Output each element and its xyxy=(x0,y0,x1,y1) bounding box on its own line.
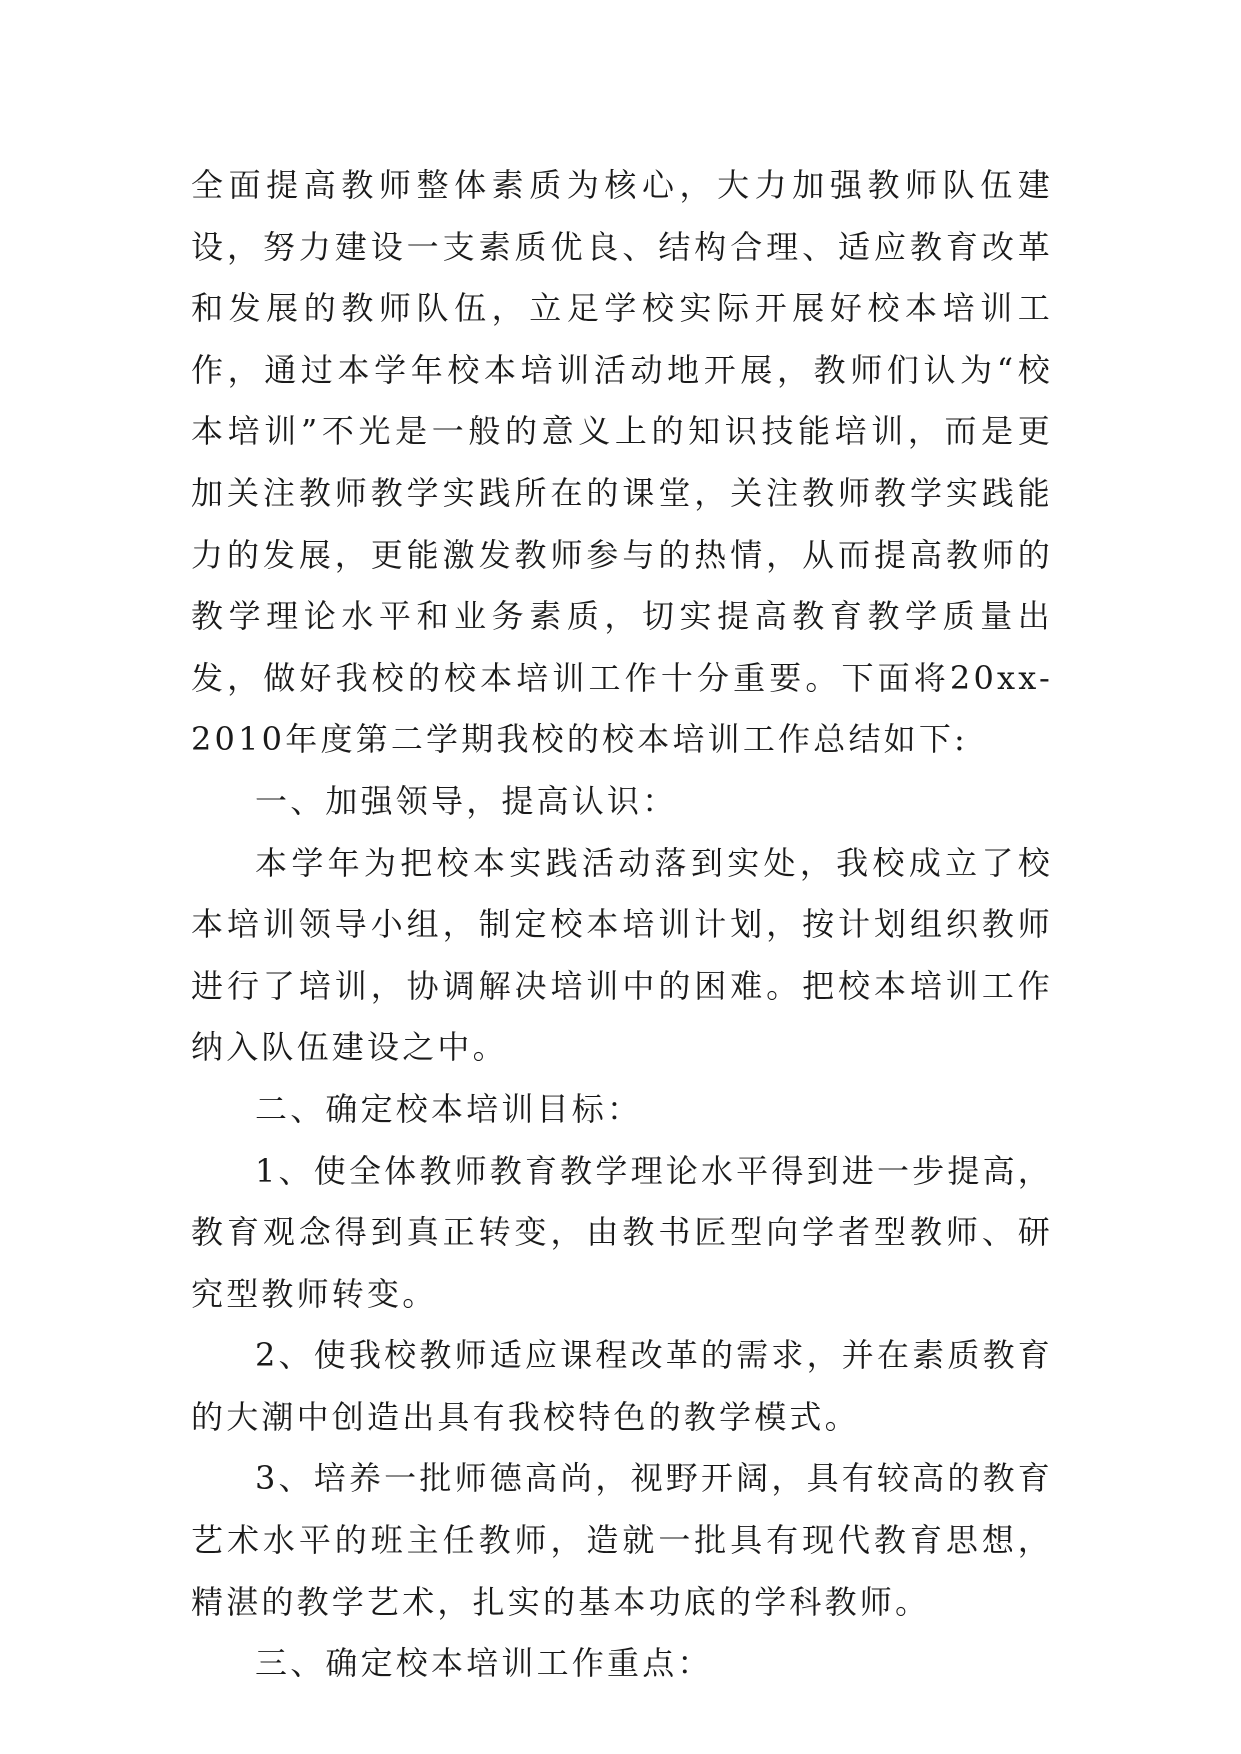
section-heading-leadership: 一、加强领导，提高认识： xyxy=(255,781,678,820)
intro-paragraph: 全面提高教师整体素质为核心，大力加强教师队伍建设，努力建设一支素质优良、结构合理、适应教育改革和发展的教师队伍，立足学校实际开展好校本培训工作，通过本学年校本培训活动地开展，教师们认为“校本培训”不光是一般的意义上的知识技能培训，而是更加关注教师教学实践所在的课堂，关注教师教学实践能力的发展，更能激发教师参与的热情，从而提高教师的教学理论水平和业务素质，切实提高教育教学质量出发，做好我校的校本培训工作十分重要。下面将20xx-2010年度第二学期我校的校本培训工作总结如下: xyxy=(191,166,1053,759)
goal-item-2: 2、使我校教师适应课程改革的需求，并在素质教育的大潮中创造出具有我校特色的教学模式。 xyxy=(191,1336,1053,1436)
section-heading-focus: 三、确定校本培训工作重点： xyxy=(255,1644,713,1683)
goal-item-3: 3、培养一批师德高尚，视野开阔，具有较高的教育艺术水平的班主任教师，造就一批具有现代教育思想，精湛的教学艺术，扎实的基本功底的学科教师。 xyxy=(191,1459,1053,1621)
goal-item-1: 1、使全体教师教育教学理论水平得到进一步提高，教育观念得到真正转变，由教书匠型向学者型教师、研究型教师转变。 xyxy=(191,1151,1053,1313)
section-heading-goals: 二、确定校本培训目标： xyxy=(255,1089,643,1128)
leadership-paragraph: 本学年为把校本实践活动落到实处，我校成立了校本培训领导小组，制定校本培训计划，按计划组织教师进行了培训，协调解决培训中的困难。把校本培训工作纳入队伍建设之中。 xyxy=(191,843,1053,1067)
document-body xyxy=(191,155,1053,1695)
